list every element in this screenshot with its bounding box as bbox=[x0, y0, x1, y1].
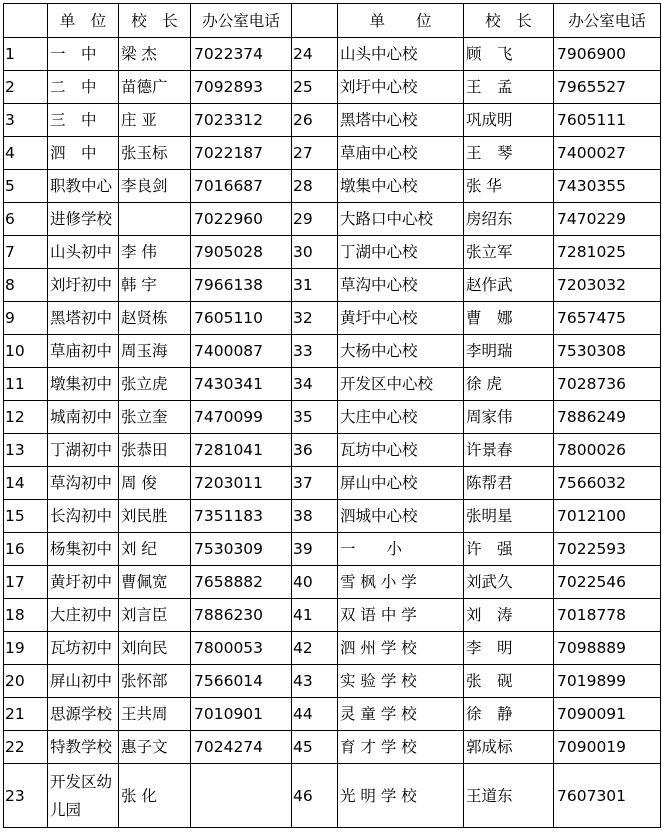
office-phone: 7090091 bbox=[554, 698, 661, 731]
row-number: 8 bbox=[4, 269, 48, 302]
unit-name: 城南初中 bbox=[48, 401, 119, 434]
office-phone: 7906900 bbox=[554, 38, 661, 71]
unit-name: 大庄中心校 bbox=[338, 401, 464, 434]
table-row bbox=[4, 170, 661, 203]
office-phone: 7281041 bbox=[191, 434, 292, 467]
office-phone: 7022546 bbox=[554, 566, 661, 599]
row-number: 45 bbox=[292, 731, 338, 764]
header-principal-left: 校 长 bbox=[119, 4, 191, 38]
principal-name: 庄 亚 bbox=[119, 104, 191, 137]
table-row bbox=[4, 731, 661, 764]
principal-name: 李良剑 bbox=[119, 170, 191, 203]
office-phone: 7886230 bbox=[191, 599, 292, 632]
principal-name: 张 砚 bbox=[464, 665, 554, 698]
office-phone: 7024274 bbox=[191, 731, 292, 764]
table-row bbox=[4, 236, 661, 269]
unit-name: 育 才 学 校 bbox=[338, 731, 464, 764]
row-number: 19 bbox=[4, 632, 48, 665]
office-phone: 7430341 bbox=[191, 368, 292, 401]
row-number: 46 bbox=[292, 764, 338, 828]
row-number: 17 bbox=[4, 566, 48, 599]
school-directory-table bbox=[3, 3, 661, 828]
office-phone: 7400087 bbox=[191, 335, 292, 368]
unit-name: 黑塔中心校 bbox=[338, 104, 464, 137]
unit-name: 刘圩中心校 bbox=[338, 71, 464, 104]
unit-name: 三 中 bbox=[48, 104, 119, 137]
row-number: 7 bbox=[4, 236, 48, 269]
unit-name: 黄圩中心校 bbox=[338, 302, 464, 335]
unit-name: 泗 州 学 校 bbox=[338, 632, 464, 665]
principal-name: 李 伟 bbox=[119, 236, 191, 269]
office-phone: 7566032 bbox=[554, 467, 661, 500]
principal-name: 张 华 bbox=[464, 170, 554, 203]
office-phone: 7400027 bbox=[554, 137, 661, 170]
principal-name: 陈帮君 bbox=[464, 467, 554, 500]
table-row bbox=[4, 203, 661, 236]
principal-name: 赵作武 bbox=[464, 269, 554, 302]
unit-name: 泗 中 bbox=[48, 137, 119, 170]
office-phone: 7886249 bbox=[554, 401, 661, 434]
table-row bbox=[4, 698, 661, 731]
office-phone: 7022960 bbox=[191, 203, 292, 236]
office-phone: 7018778 bbox=[554, 599, 661, 632]
header-unit-right: 单 位 bbox=[338, 4, 464, 38]
header-row bbox=[4, 4, 661, 38]
office-phone: 7022374 bbox=[191, 38, 292, 71]
unit-name: 山头中心校 bbox=[338, 38, 464, 71]
principal-name: 张恭田 bbox=[119, 434, 191, 467]
unit-name: 大庄初中 bbox=[48, 599, 119, 632]
row-number: 27 bbox=[292, 137, 338, 170]
table-row bbox=[4, 269, 661, 302]
unit-name: 草沟初中 bbox=[48, 467, 119, 500]
principal-name: 苗德广 bbox=[119, 71, 191, 104]
unit-name: 进修学校 bbox=[48, 203, 119, 236]
principal-name: 王 琴 bbox=[464, 137, 554, 170]
office-phone: 7281025 bbox=[554, 236, 661, 269]
principal-name: 刘 涛 bbox=[464, 599, 554, 632]
unit-name: 丁湖初中 bbox=[48, 434, 119, 467]
row-number: 13 bbox=[4, 434, 48, 467]
table-row bbox=[4, 302, 661, 335]
unit-name: 职教中心 bbox=[48, 170, 119, 203]
office-phone: 7098889 bbox=[554, 632, 661, 665]
row-number: 44 bbox=[292, 698, 338, 731]
row-number: 38 bbox=[292, 500, 338, 533]
unit-name: 黄圩初中 bbox=[48, 566, 119, 599]
row-number: 4 bbox=[4, 137, 48, 170]
office-phone: 7022187 bbox=[191, 137, 292, 170]
unit-name: 大杨中心校 bbox=[338, 335, 464, 368]
row-number: 20 bbox=[4, 665, 48, 698]
office-phone: 7800053 bbox=[191, 632, 292, 665]
office-phone: 7905028 bbox=[191, 236, 292, 269]
row-number: 5 bbox=[4, 170, 48, 203]
unit-name: 长沟初中 bbox=[48, 500, 119, 533]
row-number: 36 bbox=[292, 434, 338, 467]
principal-name: 王 孟 bbox=[464, 71, 554, 104]
principal-name: 刘民胜 bbox=[119, 500, 191, 533]
office-phone: 7430355 bbox=[554, 170, 661, 203]
principal-name: 赵贤栋 bbox=[119, 302, 191, 335]
table-row bbox=[4, 71, 661, 104]
row-number: 3 bbox=[4, 104, 48, 137]
row-number: 11 bbox=[4, 368, 48, 401]
unit-name: 雪 枫 小 学 bbox=[338, 566, 464, 599]
row-number: 23 bbox=[4, 764, 48, 828]
principal-name: 张明星 bbox=[464, 500, 554, 533]
row-number: 32 bbox=[292, 302, 338, 335]
unit-name: 墩集中心校 bbox=[338, 170, 464, 203]
table-row bbox=[4, 401, 661, 434]
office-phone: 7530308 bbox=[554, 335, 661, 368]
principal-name: 李 明 bbox=[464, 632, 554, 665]
unit-name: 瓦坊初中 bbox=[48, 632, 119, 665]
unit-name: 瓦坊中心校 bbox=[338, 434, 464, 467]
table-row bbox=[4, 599, 661, 632]
unit-name: 屏山初中 bbox=[48, 665, 119, 698]
principal-name: 张立虎 bbox=[119, 368, 191, 401]
table-row bbox=[4, 467, 661, 500]
principal-name: 张 化 bbox=[119, 764, 191, 828]
unit-name: 山头初中 bbox=[48, 236, 119, 269]
principal-name: 巩成明 bbox=[464, 104, 554, 137]
row-number: 33 bbox=[292, 335, 338, 368]
row-number: 16 bbox=[4, 533, 48, 566]
principal-name: 刘向民 bbox=[119, 632, 191, 665]
office-phone: 7203032 bbox=[554, 269, 661, 302]
header-no-left bbox=[4, 4, 48, 38]
unit-name: 双 语 中 学 bbox=[338, 599, 464, 632]
row-number: 2 bbox=[4, 71, 48, 104]
office-phone bbox=[191, 764, 292, 828]
office-phone: 7657475 bbox=[554, 302, 661, 335]
row-number: 12 bbox=[4, 401, 48, 434]
table-row bbox=[4, 368, 661, 401]
table-row bbox=[4, 500, 661, 533]
principal-name: 张立军 bbox=[464, 236, 554, 269]
unit-name: 光 明 学 校 bbox=[338, 764, 464, 828]
unit-name: 草沟中心校 bbox=[338, 269, 464, 302]
office-phone: 7092893 bbox=[191, 71, 292, 104]
unit-name: 一 小 bbox=[338, 533, 464, 566]
row-number: 28 bbox=[292, 170, 338, 203]
principal-name: 周 俊 bbox=[119, 467, 191, 500]
row-number: 15 bbox=[4, 500, 48, 533]
row-number: 1 bbox=[4, 38, 48, 71]
principal-name bbox=[119, 203, 191, 236]
office-phone: 7351183 bbox=[191, 500, 292, 533]
table-row bbox=[4, 632, 661, 665]
header-phone-right: 办公室电话 bbox=[554, 4, 661, 38]
unit-name: 草庙初中 bbox=[48, 335, 119, 368]
principal-name: 惠子文 bbox=[119, 731, 191, 764]
principal-name: 周玉海 bbox=[119, 335, 191, 368]
office-phone: 7090019 bbox=[554, 731, 661, 764]
unit-name: 开发区幼儿园 bbox=[48, 764, 119, 828]
principal-name: 张怀部 bbox=[119, 665, 191, 698]
principal-name: 王共周 bbox=[119, 698, 191, 731]
office-phone: 7566014 bbox=[191, 665, 292, 698]
row-number: 30 bbox=[292, 236, 338, 269]
unit-name: 二 中 bbox=[48, 71, 119, 104]
row-number: 43 bbox=[292, 665, 338, 698]
table-row bbox=[4, 104, 661, 137]
unit-name: 特教学校 bbox=[48, 731, 119, 764]
row-number: 6 bbox=[4, 203, 48, 236]
row-number: 39 bbox=[292, 533, 338, 566]
principal-name: 许 强 bbox=[464, 533, 554, 566]
unit-name: 草庙中心校 bbox=[338, 137, 464, 170]
table-row bbox=[4, 665, 661, 698]
principal-name: 顾 飞 bbox=[464, 38, 554, 71]
unit-name: 实 验 学 校 bbox=[338, 665, 464, 698]
unit-name: 思源学校 bbox=[48, 698, 119, 731]
unit-name: 开发区中心校 bbox=[338, 368, 464, 401]
principal-name: 张玉标 bbox=[119, 137, 191, 170]
table-row bbox=[4, 566, 661, 599]
unit-name: 灵 童 学 校 bbox=[338, 698, 464, 731]
office-phone: 7022593 bbox=[554, 533, 661, 566]
office-phone: 7965527 bbox=[554, 71, 661, 104]
principal-name: 梁 杰 bbox=[119, 38, 191, 71]
table-row bbox=[4, 335, 661, 368]
row-number: 41 bbox=[292, 599, 338, 632]
office-phone: 7028736 bbox=[554, 368, 661, 401]
office-phone: 7016687 bbox=[191, 170, 292, 203]
unit-name: 一 中 bbox=[48, 38, 119, 71]
office-phone: 7023312 bbox=[191, 104, 292, 137]
row-number: 22 bbox=[4, 731, 48, 764]
principal-name: 曹佩宽 bbox=[119, 566, 191, 599]
table-row bbox=[4, 434, 661, 467]
principal-name: 徐 虎 bbox=[464, 368, 554, 401]
principal-name: 徐 静 bbox=[464, 698, 554, 731]
office-phone: 7470099 bbox=[191, 401, 292, 434]
office-phone: 7658882 bbox=[191, 566, 292, 599]
principal-name: 刘 纪 bbox=[119, 533, 191, 566]
unit-name: 墩集初中 bbox=[48, 368, 119, 401]
header-phone-left: 办公室电话 bbox=[191, 4, 292, 38]
row-number: 34 bbox=[292, 368, 338, 401]
principal-name: 张立奎 bbox=[119, 401, 191, 434]
row-number: 25 bbox=[292, 71, 338, 104]
row-number: 14 bbox=[4, 467, 48, 500]
unit-name: 杨集初中 bbox=[48, 533, 119, 566]
table-row bbox=[4, 764, 661, 828]
office-phone: 7010901 bbox=[191, 698, 292, 731]
office-phone: 7605111 bbox=[554, 104, 661, 137]
unit-name: 刘圩初中 bbox=[48, 269, 119, 302]
row-number: 37 bbox=[292, 467, 338, 500]
office-phone: 7019899 bbox=[554, 665, 661, 698]
principal-name: 刘言臣 bbox=[119, 599, 191, 632]
office-phone: 7605110 bbox=[191, 302, 292, 335]
office-phone: 7012100 bbox=[554, 500, 661, 533]
row-number: 35 bbox=[292, 401, 338, 434]
row-number: 21 bbox=[4, 698, 48, 731]
office-phone: 7203011 bbox=[191, 467, 292, 500]
office-phone: 7470229 bbox=[554, 203, 661, 236]
principal-name: 王道东 bbox=[464, 764, 554, 828]
principal-name: 韩 宇 bbox=[119, 269, 191, 302]
row-number: 42 bbox=[292, 632, 338, 665]
principal-name: 周家伟 bbox=[464, 401, 554, 434]
principal-name: 刘武久 bbox=[464, 566, 554, 599]
office-phone: 7966138 bbox=[191, 269, 292, 302]
table-body bbox=[4, 4, 661, 828]
table-row bbox=[4, 533, 661, 566]
unit-name: 屏山中心校 bbox=[338, 467, 464, 500]
header-no-right bbox=[292, 4, 338, 38]
principal-name: 许景春 bbox=[464, 434, 554, 467]
row-number: 18 bbox=[4, 599, 48, 632]
principal-name: 李明瑞 bbox=[464, 335, 554, 368]
unit-name: 泗城中心校 bbox=[338, 500, 464, 533]
office-phone: 7530309 bbox=[191, 533, 292, 566]
row-number: 29 bbox=[292, 203, 338, 236]
principal-name: 郭成标 bbox=[464, 731, 554, 764]
row-number: 24 bbox=[292, 38, 338, 71]
principal-name: 曹 娜 bbox=[464, 302, 554, 335]
row-number: 26 bbox=[292, 104, 338, 137]
row-number: 9 bbox=[4, 302, 48, 335]
principal-name: 房绍东 bbox=[464, 203, 554, 236]
header-principal-right: 校 长 bbox=[464, 4, 554, 38]
header-unit-left: 单 位 bbox=[48, 4, 119, 38]
table-row bbox=[4, 137, 661, 170]
office-phone: 7607301 bbox=[554, 764, 661, 828]
row-number: 40 bbox=[292, 566, 338, 599]
row-number: 10 bbox=[4, 335, 48, 368]
unit-name: 丁湖中心校 bbox=[338, 236, 464, 269]
unit-name: 大路口中心校 bbox=[338, 203, 464, 236]
office-phone: 7800026 bbox=[554, 434, 661, 467]
table-row bbox=[4, 38, 661, 71]
unit-name: 黑塔初中 bbox=[48, 302, 119, 335]
row-number: 31 bbox=[292, 269, 338, 302]
